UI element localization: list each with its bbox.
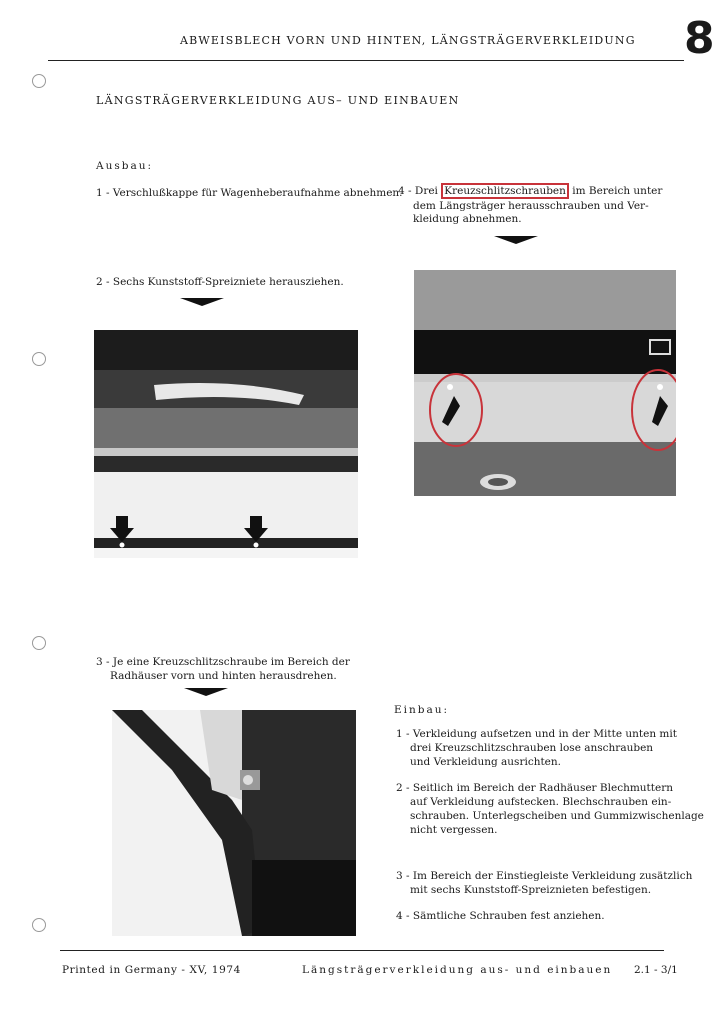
ausbau-step-4-prefix: 4 - Drei (398, 185, 438, 197)
section-title: LÄNGSTRÄGERVERKLEIDUNG AUS– UND EINBAUEN (96, 94, 460, 107)
ausbau-step-1: 1 - Verschlußkappe für Wagenheberaufnahme abnehmen. (96, 187, 403, 199)
photo-spreizniete (94, 330, 358, 558)
footer-title: Längsträgerverkleidung aus- und einbauen (302, 964, 613, 976)
einbau-step-2-line1: 2 - Seitlich im Bereich der Radhäuser Blechmuttern (396, 782, 673, 794)
ausbau-step-4-suffix: im Bereich unter (572, 185, 663, 197)
einbau-step-2-line2: auf Verkleidung aufstecken. Blechschrauben ein- (410, 796, 672, 808)
highlighted-term: Kreuzschlitzschrauben (441, 183, 569, 199)
footer-rule (60, 950, 664, 951)
footer-printed: Printed in Germany - XV, 1974 (62, 964, 241, 976)
einbau-step-1-line2: drei Kreuzschlitzschrauben lose anschrauben (410, 742, 654, 754)
punch-hole-icon (32, 918, 46, 932)
ausbau-step-3-line1: 3 - Je eine Kreuzschlitzschraube im Bereich der (96, 656, 350, 668)
ausbau-heading: Ausbau: (96, 160, 154, 172)
footer-page-number: 2.1 - 3/1 (634, 964, 678, 976)
ausbau-step-3-line2: Radhäuser vorn und hinten herausdrehen. (110, 670, 337, 682)
ausbau-step-4-line1 (398, 185, 662, 199)
ausbau-step-4-line2: dem Längsträger herausschrauben und Ver- (413, 200, 649, 212)
ausbau-step-4-line3: kleidung abnehmen. (413, 213, 522, 225)
einbau-step-2-line3: schrauben. Unterlegscheiben und Gummizwischenlage (410, 810, 704, 822)
header-rule (48, 60, 684, 61)
punch-hole-icon (32, 74, 46, 88)
punch-hole-icon (32, 636, 46, 650)
chapter-number: 8 (684, 13, 715, 64)
photo-radhaus (112, 710, 356, 936)
down-arrow-icon (494, 236, 538, 244)
photo-laengstraeger (414, 270, 676, 496)
einbau-step-2-line4: nicht vergessen. (410, 824, 498, 836)
einbau-heading: Einbau: (394, 704, 450, 716)
punch-hole-icon (32, 352, 46, 366)
down-arrow-icon (184, 688, 228, 696)
einbau-step-4: 4 - Sämtliche Schrauben fest anziehen. (396, 910, 605, 922)
header-title: ABWEISBLECH VORN UND HINTEN, LÄNGSTRÄGERVERKLEIDUNG (180, 34, 636, 47)
einbau-step-1-line1: 1 - Verkleidung aufsetzen und in der Mitte unten mit (396, 728, 677, 740)
einbau-step-3-line2: mit sechs Kunststoff-Spreiznieten befestigen. (410, 884, 652, 896)
einbau-step-3-line1: 3 - Im Bereich der Einstiegleiste Verkleidung zusätzlich (396, 870, 693, 882)
ausbau-step-2: 2 - Sechs Kunststoff-Spreizniete herausziehen. (96, 276, 344, 288)
down-arrow-icon (180, 298, 224, 306)
einbau-step-1-line3: und Verkleidung ausrichten. (410, 756, 561, 768)
